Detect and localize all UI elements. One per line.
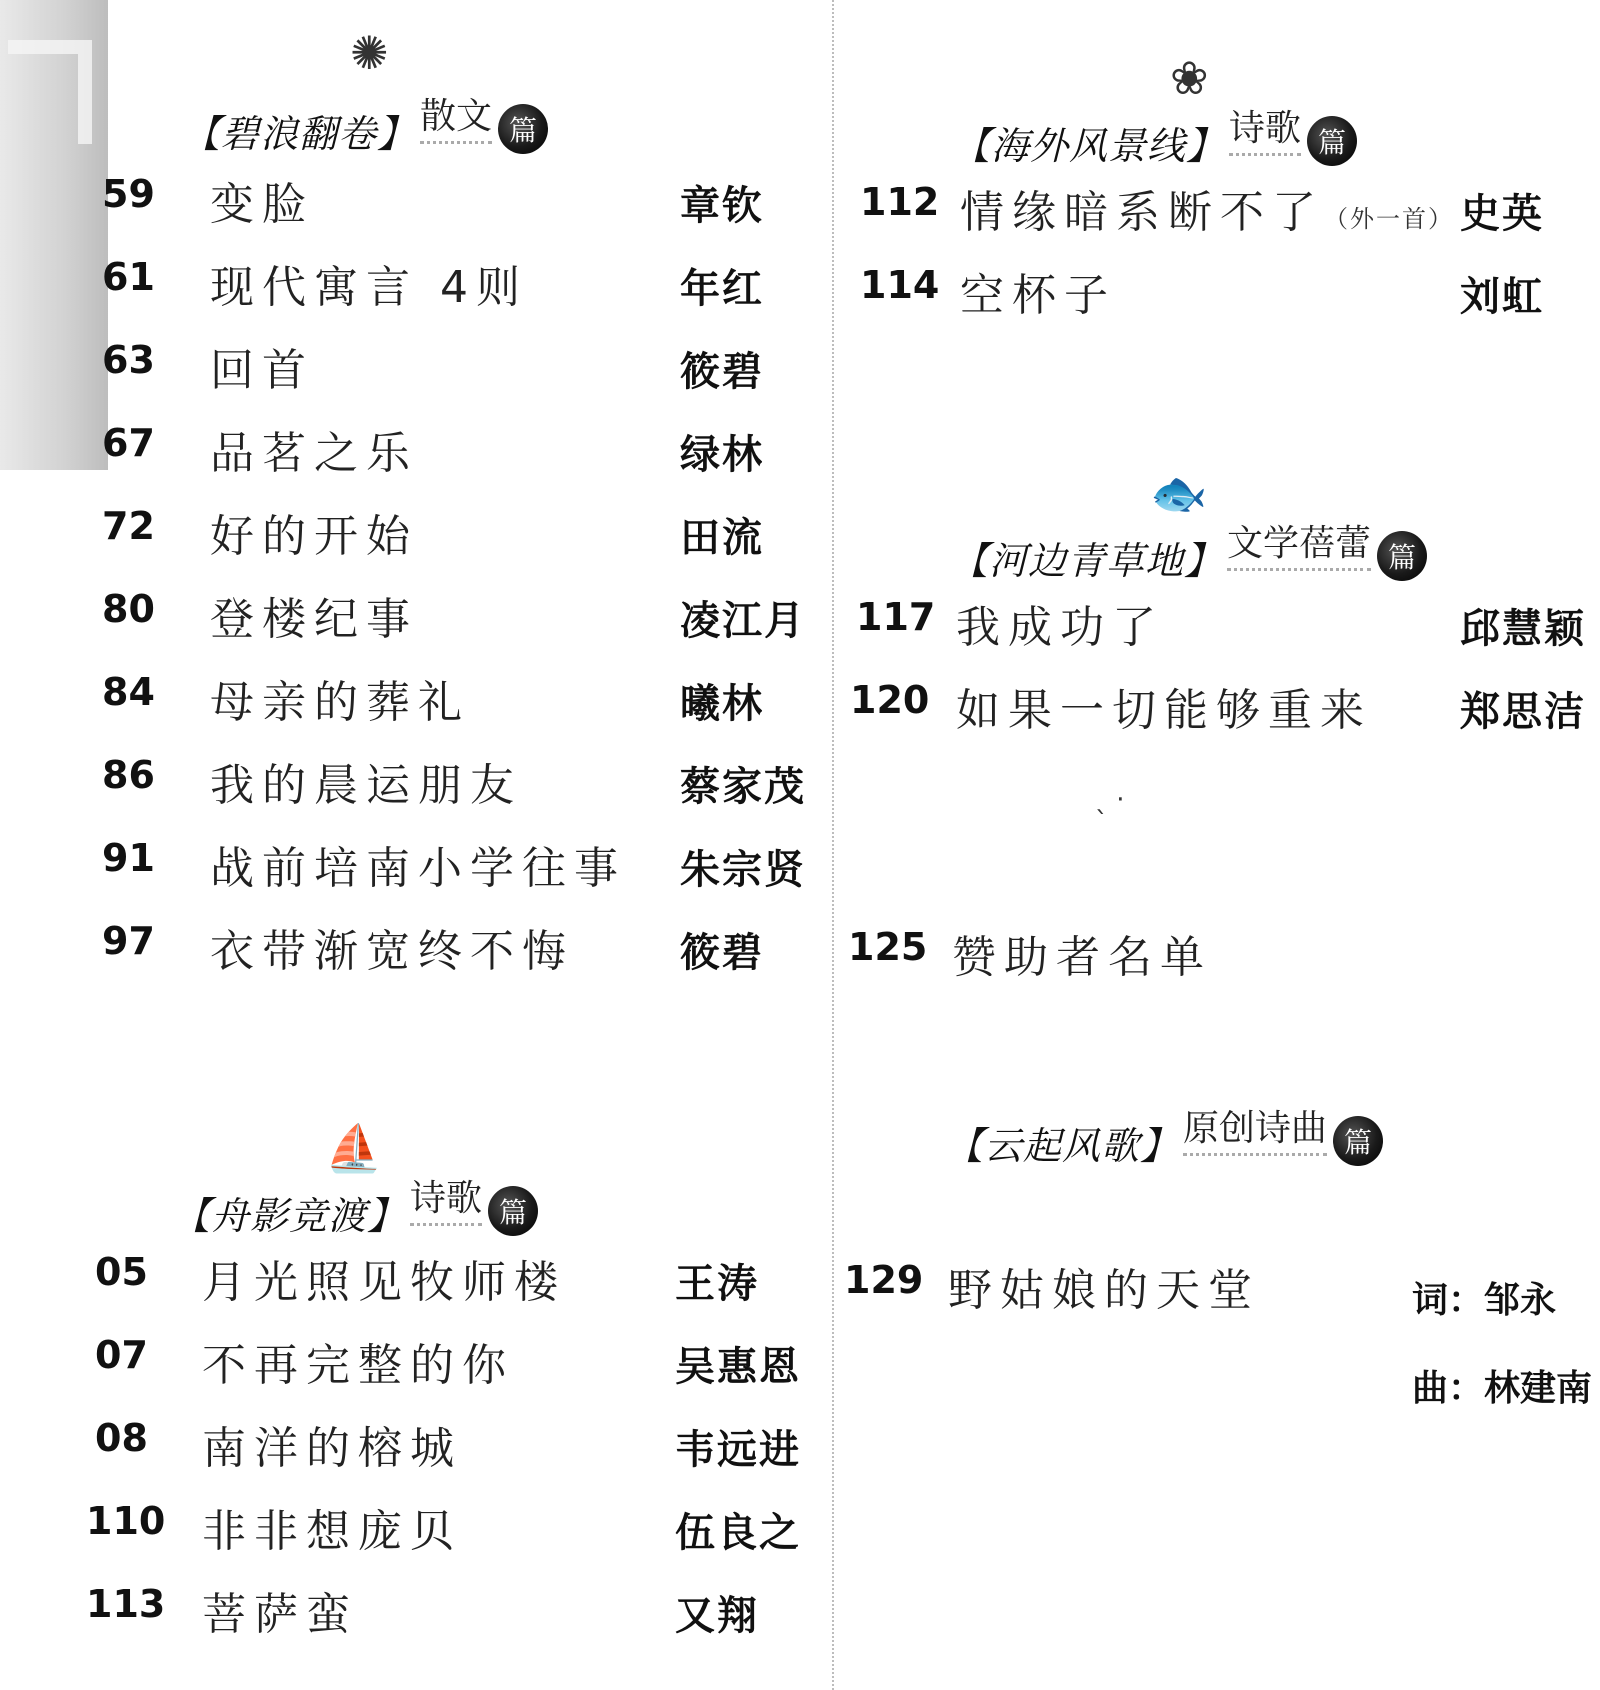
page-number: 91 [102,836,155,880]
section-bracket-title: 【河边青草地】 [950,539,1224,583]
entry-author: 筱碧 [680,349,764,395]
entry-title: 现代寓言 4则 [210,262,528,313]
toc-entry[interactable] [0,1582,820,1642]
page-number: 59 [102,172,155,216]
toc-entry[interactable] [0,504,820,564]
entry-title-note: （外一首） [1324,205,1454,233]
section-genre: 诗歌 [410,1170,482,1226]
toc-entry[interactable] [0,1250,820,1310]
entry-title: 空杯子 [960,270,1116,321]
page-number: 129 [844,1258,924,1302]
entry-title: 月光照见牧师楼 [202,1257,566,1308]
entry-title: 衣带渐宽终不悔 [210,926,574,977]
entry-title: 我的晨运朋友 [210,760,522,811]
toc-entry[interactable] [0,1333,820,1393]
page-number: 97 [102,919,155,963]
toc-entry[interactable] [840,678,1600,738]
pian-badge: 篇 [488,1186,538,1236]
toc-entry[interactable] [0,172,820,232]
flower-icon: ✺ [350,26,389,80]
toc-entry[interactable] [0,587,820,647]
entry-author: 又翔 [675,1593,759,1639]
pian-badge: 篇 [498,104,548,154]
page-number: 86 [102,753,155,797]
toc-entry[interactable] [0,338,820,398]
column-divider [832,0,834,1690]
page-number: 112 [860,180,940,224]
toc-entry[interactable] [0,1499,820,1559]
entry-title: 战前培南小学往事 [210,843,626,894]
section-genre: 散文 [420,88,492,144]
entry-title: 登楼纪事 [210,594,418,645]
flower-icon: ❀ [1170,51,1209,105]
entry-title: 非非想庞贝 [202,1506,462,1557]
page-number: 07 [95,1333,148,1377]
section-genre: 文学蓓蕾 [1227,515,1371,571]
decorative-glyph [8,40,92,144]
fish-icon: 🐟 [1150,466,1208,520]
entry-author: 年红 [680,266,764,312]
entry-author: 韦远进 [675,1427,801,1473]
page-number: 110 [86,1499,166,1543]
entry-title [960,176,1454,240]
section-header-poetry-left [172,1170,538,1240]
page-number: 117 [856,595,936,639]
entry-author: 绿林 [680,432,764,478]
lyrics-credit: 词：邹永 [1412,1280,1557,1321]
left-margin-graphic [0,0,108,470]
page-number: 05 [95,1250,148,1294]
page-number: 113 [86,1582,166,1626]
entry-author: 王涛 [675,1261,759,1307]
section-bracket-title: 【云起风歌】 [945,1124,1180,1168]
toc-entry[interactable] [0,1416,820,1476]
entry-title: 母亲的葬礼 [210,677,470,728]
toc-entry[interactable] [0,753,820,813]
entry-author: 朱宗贤 [680,847,806,893]
section-bracket-title: 【海外风景线】 [952,124,1226,168]
page-number: 84 [102,670,155,714]
toc-entry[interactable] [840,180,1600,240]
section-genre: 原创诗曲 [1183,1100,1327,1156]
toc-entry-sponsors[interactable] [840,925,1600,985]
section-header-poetry-right [952,100,1357,170]
entry-title-text: 情缘暗系断不了 [960,187,1324,238]
page-number: 114 [860,263,940,307]
toc-entry[interactable] [0,255,820,315]
toc-entry[interactable] [840,595,1600,655]
entry-title: 菩萨蛮 [202,1589,358,1640]
entry-author: 刘虹 [1460,274,1544,320]
entry-title: 回首 [210,345,314,396]
entry-author: 蔡家茂 [680,764,806,810]
entry-title: 如果一切能够重来 [956,685,1372,736]
page-number: 125 [848,925,928,969]
page-number: 08 [95,1416,148,1460]
print-speck: ˎ · [1095,785,1125,815]
music-credit: 曲：林建南 [1412,1368,1593,1409]
entry-author: 邱慧颖 [1460,606,1586,652]
page-number: 72 [102,504,155,548]
toc-entry[interactable] [0,670,820,730]
entry-title: 我成功了 [956,602,1164,653]
entry-title: 赞助者名单 [952,932,1212,983]
entry-author: 郑思洁 [1460,689,1586,735]
entry-author: 章钦 [680,183,764,229]
entry-title: 好的开始 [210,511,418,562]
entry-title: 野姑娘的天堂 [948,1265,1260,1316]
entry-author: 史英 [1460,191,1544,237]
entry-author: 伍良之 [675,1510,801,1556]
pian-badge: 篇 [1377,531,1427,581]
pian-badge: 篇 [1333,1116,1383,1166]
entry-title: 不再完整的你 [202,1340,514,1391]
page-number: 67 [102,421,155,465]
section-header-prose [182,88,548,158]
toc-entry[interactable] [0,421,820,481]
section-bracket-title: 【舟影竞渡】 [172,1194,407,1238]
page-number: 120 [850,678,930,722]
page-number: 63 [102,338,155,382]
section-header-song [945,1100,1383,1170]
entry-title: 变脸 [210,179,314,230]
section-header-buds [950,515,1427,585]
toc-entry[interactable] [0,919,820,979]
toc-entry[interactable] [840,263,1600,323]
entry-author: 吴惠恩 [675,1344,801,1390]
boat-icon: ⛵ [325,1121,383,1175]
entry-author: 筱碧 [680,930,764,976]
page-number: 80 [102,587,155,631]
entry-author: 凌江月 [680,598,806,644]
entry-title: 品茗之乐 [210,428,418,479]
section-genre: 诗歌 [1229,100,1301,156]
entry-author: 曦林 [680,681,764,727]
page-number: 61 [102,255,155,299]
entry-author: 田流 [680,515,764,561]
entry-title: 南洋的榕城 [202,1423,462,1474]
toc-entry[interactable] [0,836,820,896]
pian-badge: 篇 [1307,116,1357,166]
section-bracket-title: 【碧浪翻卷】 [182,112,417,156]
